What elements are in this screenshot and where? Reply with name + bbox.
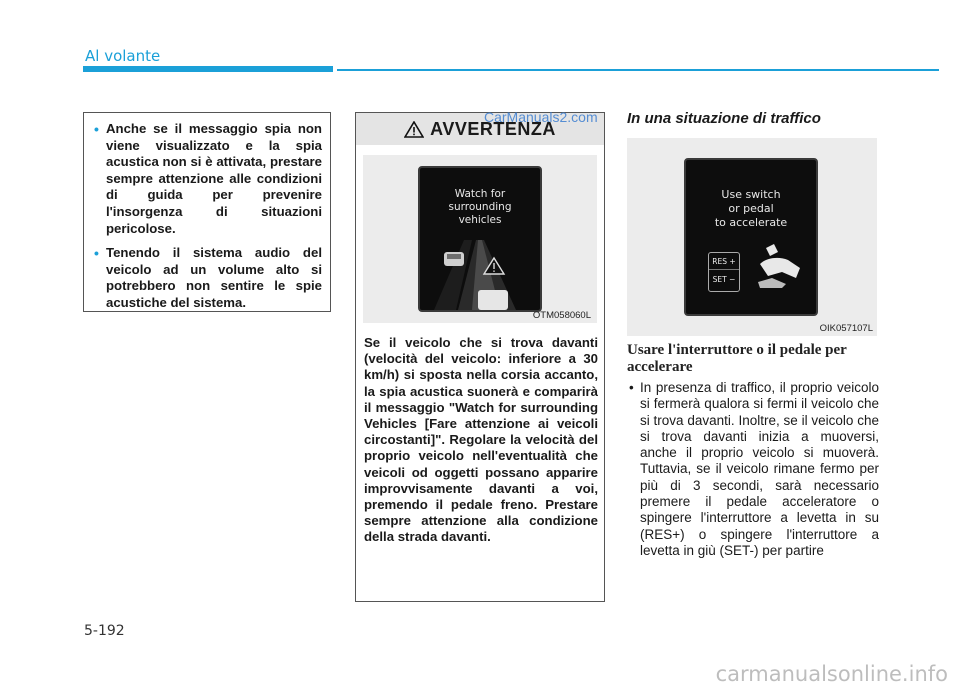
set-label: SET − (712, 275, 736, 284)
subheading: Usare l'interruttore o il pedale per accelerare (627, 342, 847, 375)
bullet-icon: • (629, 380, 634, 395)
image-code: OTM058060L (532, 310, 591, 321)
header-rule-thin (337, 69, 939, 71)
warning-box (355, 112, 605, 602)
display-line: to accelerate (714, 216, 788, 229)
image-code: OIK057107L (819, 323, 873, 334)
note-item-text: Tenendo il sistema audio del veicolo ad un volume alto si potrebbero non sentire le spie acustiche del sistema. (106, 245, 322, 310)
note-item (92, 245, 322, 311)
cluster-display (418, 166, 542, 312)
bullet-icon: • (94, 245, 99, 262)
display-line: Use switch (721, 188, 781, 201)
section-title: Al volante (85, 47, 161, 65)
header-rule-thick (83, 66, 333, 72)
note-box (83, 112, 331, 312)
bullet-paragraph (627, 380, 879, 559)
res-set-switch-graphic (708, 252, 740, 292)
warning-text: Se il veicolo che si trova davanti (velocità del veicolo: inferiore a 30 km/h) si sposta nella corsia accanto, la spia acustica suonerà e comparirà il messaggio "Watch for surrounding Vehicles [Fare attenzione ai veicoli circostanti]". Regolare la velocità del proprio veicolo nell'eventualità che veicoli od oggetti possano apparire improvvisamente davanti a voi, premendo il pedale freno. Prestare sempre attenzione alla condizione della strada davanti. (364, 335, 598, 545)
note-list (84, 113, 330, 312)
bullet-text: In presenza di traffico, il proprio veicolo si fermerà qualora si fermi il veicolo che si trova davanti. Inoltre, se il veicolo che si trova davanti inizia a muoversi, anche il proprio veicolo si muoverà. Tuttavia, se il veicolo rimane fermo per più di 3 secondi, sarà necessario premere il pedale acceleratore o spingere l'interruttore a levetta in su (RES+) o spingere l'interruttore a levetta in giù (SET-) per partire (640, 380, 879, 558)
cluster-display (684, 158, 818, 316)
warning-triangle-icon (404, 121, 424, 138)
note-item-text: Anche se il messaggio spia non viene visualizzato e la spia acustica non si è attivata, prestare sempre attenzione alle condizioni di guida per prevenire l'insorgenza di situazioni pericolose. (106, 121, 322, 236)
warning-illustration (363, 155, 597, 323)
page-number: 5-192 (84, 623, 125, 639)
res-label: RES + (709, 257, 739, 270)
bullet-icon: • (94, 121, 99, 137)
site-watermark: carmanualsonline.info (715, 662, 948, 686)
section-heading: In una situazione di traffico (627, 110, 821, 127)
display-message (686, 188, 816, 230)
road-vehicles-graphic (420, 230, 540, 310)
display-line: surrounding (448, 201, 512, 213)
display-message (420, 188, 540, 227)
display-line: Watch for (454, 188, 506, 200)
watermark: CarManuals2.com (484, 109, 598, 125)
note-item (92, 121, 322, 237)
pedal-foot-icon (752, 242, 806, 288)
traffic-illustration (627, 138, 877, 336)
warning-title: AVVERTENZA (430, 118, 556, 139)
display-line: vehicles (458, 214, 502, 226)
display-line: or pedal (728, 202, 774, 215)
